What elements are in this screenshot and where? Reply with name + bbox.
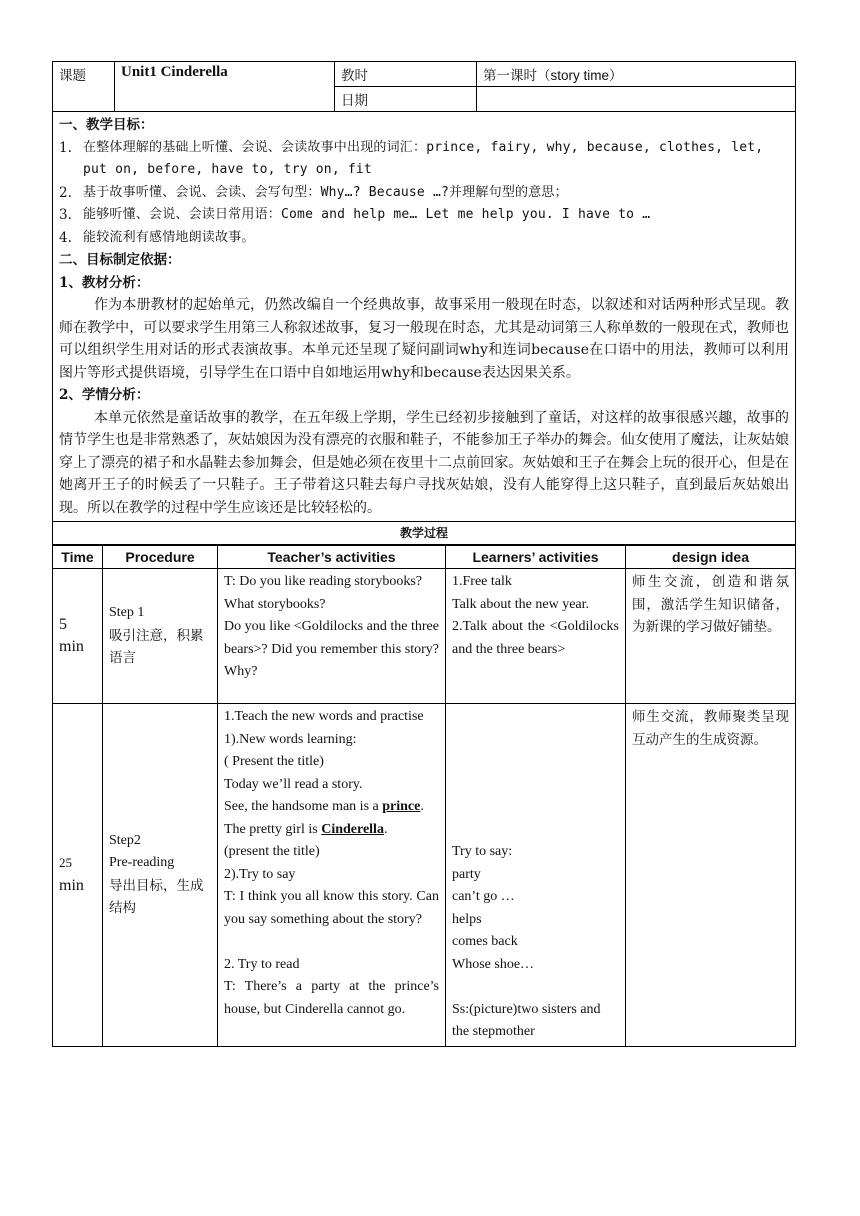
objective-item: 1. 在整体理解的基础上听懂、会说、会读故事中出现的词汇：prince, fairy, why, because, clothes, let, put on, before, have to, try on, fit [59, 139, 764, 177]
design-cell: 师生交流，教师聚类呈现互动产生的生成资源。 [626, 704, 796, 1047]
word-prince: prince [382, 799, 421, 814]
table-row [53, 569, 796, 704]
teacher-cell: T: Do you like reading storybooks? What storybooks? Do you like <Goldilocks and the three bears>? Did you remember this story? Why? [218, 569, 446, 704]
process-title: 教学过程 [52, 522, 796, 545]
time-cell: 25 min [53, 704, 103, 1047]
word-cinderella: Cinderella [321, 821, 384, 837]
material-analysis: 作为本册教材的起始单元，仍然改编自一个经典故事，故事采用一般现在时态，以叙述和对话两种形式呈现。教师在教学中，可以要求学生用第三人称叙述故事，复习一般现在时态，尤其是动词第三人称单数的一般现在式，教师也可以组织学生用对话的形式表演故事。本单元还呈现了疑问副词why和连词because在口语中的用法，教师可以利用图片等形式提供语境，引导学生在口语中自如地运用why和because表达因果关系。 [59, 297, 789, 381]
lesson-plan [52, 61, 796, 1047]
learners-cell: 1.Free talk Talk about the new year. 2.Talk about the <Goldilocks and the three bears> [446, 569, 626, 704]
period-value: 第一课时（story time） [477, 62, 796, 87]
learner-analysis: 本单元依然是童话故事的教学，在五年级上学期，学生已经初步接触到了童话，对这样的故事很感兴趣，故事的情节学生也是非常熟悉了，灰姑娘因为没有漂亮的衣服和鞋子，不能参加王子举办的舞会。仙女使用了魔法，让灰姑娘穿上了漂亮的裙子和水晶鞋去参加舞会，但是她必须在夜里十二点前回家。灰姑娘和王子在舞会上玩的很开心，但是在她离开王子的时候丢了一只鞋子。王子带着这只鞋去每户寻找灰姑娘，没有人能穿得上这只鞋子，直到最后灰姑娘出现。所以在教学的过程中学生应该还是比较轻松的。 [59, 409, 789, 516]
objectives-section [52, 112, 796, 522]
material-heading: 1、教材分析： [59, 274, 150, 291]
teacher-cell: 1.Teach the new words and practise 1).New words learning: ( Present the title) Today we’ll read a story. See, the handsome man is a prince. The pretty girl is Cinderella. (present the title) 2).Try to say T: I think you all know this story. Can you say something about the story? 2. Try to read T: There’s a party at the prince’s house, but Cinderella cannot go. [218, 704, 446, 1047]
table-row [53, 704, 796, 1047]
procedure-cell: Step 1 吸引注意，积累语言 [103, 569, 218, 704]
design-cell: 师生交流，创造和谐氛围，激活学生知识储备，为新课的学习做好铺垫。 [626, 569, 796, 704]
header-table [52, 61, 796, 112]
objective-item: 2. 基于故事听懂、会说、会读、会写句型：Why…? Because …?并理解句型的意思； [59, 184, 568, 201]
period-label: 教时 [335, 62, 477, 87]
col-time: Time [53, 546, 103, 569]
objectives-heading: 一、教学目标： [59, 117, 154, 133]
basis-heading: 二、目标制定依据： [59, 252, 181, 268]
process-table [52, 545, 796, 1047]
topic-label: 课题 [53, 62, 115, 112]
col-learners: Learners’ activities [446, 546, 626, 569]
col-teacher: Teacher’s activities [218, 546, 446, 569]
objective-item: 3. 能够听懂、会说、会读日常用语：Come and help me… Let me help you. I have to … [59, 207, 651, 223]
date-label: 日期 [335, 87, 477, 112]
col-procedure: Procedure [103, 546, 218, 569]
objective-item: 4. 能较流利有感情地朗读故事。 [59, 229, 255, 246]
time-cell: 5 min [53, 569, 103, 704]
learners-cell: Try to say: party can’t go … helps comes back Whose shoe… Ss:(picture)two sisters and the stepmother [446, 704, 626, 1047]
topic-value: Unit1 Cinderella [115, 62, 335, 112]
procedure-cell: Step2 Pre-reading 导出目标，生成结构 [103, 704, 218, 1047]
col-design: design idea [626, 546, 796, 569]
learner-heading: 2、学情分析： [59, 387, 150, 403]
date-value [477, 87, 796, 112]
